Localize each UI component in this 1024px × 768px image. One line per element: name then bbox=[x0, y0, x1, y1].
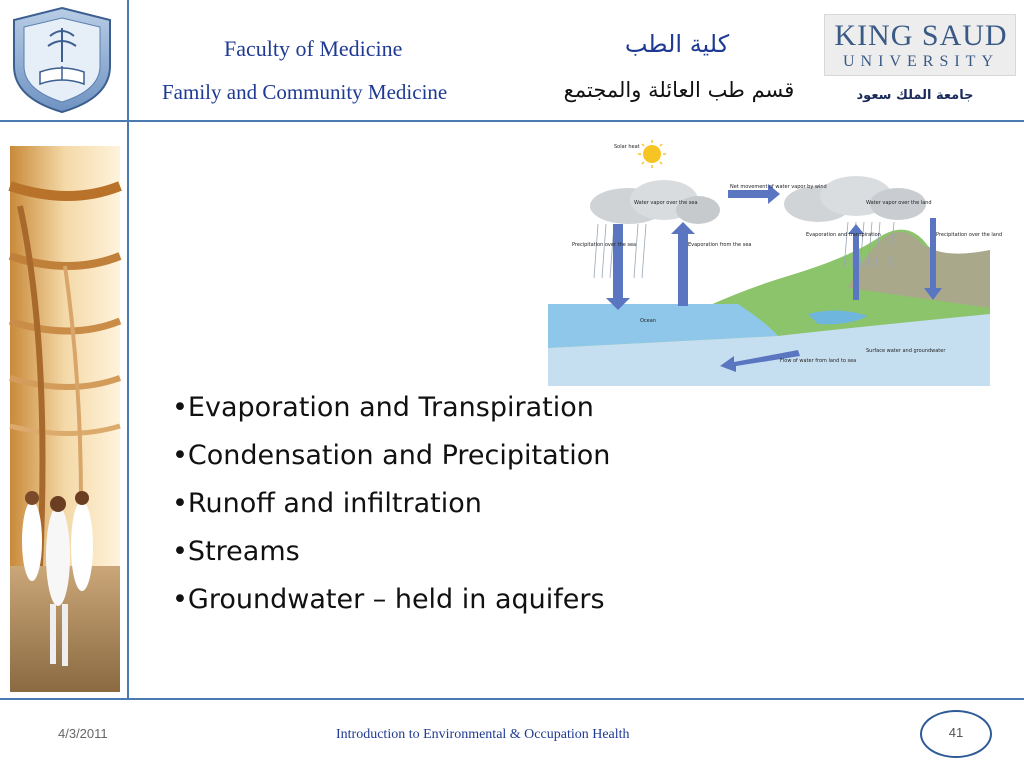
faculty-title-en: Faculty of Medicine bbox=[224, 36, 403, 61]
king-saud-university-logo bbox=[824, 14, 1016, 76]
department-title-en: Family and Community Medicine bbox=[162, 80, 448, 104]
label-ocean: Ocean bbox=[640, 318, 656, 324]
bullet-item: •Condensation and Precipitation bbox=[172, 440, 611, 471]
logo-line-1: KING SAUD bbox=[834, 19, 1008, 52]
footer-title: Introduction to Environmental & Occupation Health bbox=[336, 727, 630, 742]
logo-line-2: UNIVERSITY bbox=[843, 53, 999, 70]
footer-date: 4/3/2011 bbox=[58, 726, 108, 741]
water-cycle-diagram bbox=[548, 138, 1003, 386]
label-flow-land-sea: Flow of water from land to sea bbox=[780, 358, 857, 364]
header-divider bbox=[0, 120, 1024, 122]
label-solar-heat: Solar heat bbox=[614, 144, 640, 150]
label-water-vapor-sea: Water vapor over the sea bbox=[634, 200, 698, 206]
campus-arcade-photo bbox=[10, 146, 120, 692]
label-evap-transp: Evaporation and transpiration bbox=[806, 232, 881, 238]
label-water-vapor-land: Water vapor over the land bbox=[866, 200, 932, 206]
bullet-list bbox=[172, 388, 610, 628]
label-surface-ground: Surface water and groundwater bbox=[866, 348, 946, 354]
footer-divider bbox=[0, 698, 1024, 700]
page-number: 41 bbox=[948, 725, 964, 740]
university-seal-logo bbox=[10, 6, 114, 114]
bullet-item: •Runoff and infiltration bbox=[172, 488, 482, 519]
label-evap-sea: Evaporation from the sea bbox=[688, 242, 752, 248]
label-net-movement: Net movement of water vapor by wind bbox=[730, 184, 827, 190]
page-number-badge bbox=[920, 710, 992, 758]
slide-header bbox=[0, 0, 1024, 122]
bullet-item: •Evaporation and Transpiration bbox=[172, 392, 594, 423]
label-precip-sea: Precipitation over the sea bbox=[572, 242, 637, 248]
bullet-item: •Streams bbox=[172, 536, 300, 567]
label-precip-land: Precipitation over the land bbox=[936, 232, 1003, 238]
left-divider bbox=[127, 0, 129, 700]
department-title-ar: قسم طب العائلة والمجتمع bbox=[563, 78, 795, 102]
faculty-title-ar: كلية الطب bbox=[624, 30, 730, 58]
university-name-ar: جامعة الملك سعود bbox=[856, 88, 974, 103]
bullet-item: •Groundwater – held in aquifers bbox=[172, 584, 605, 615]
